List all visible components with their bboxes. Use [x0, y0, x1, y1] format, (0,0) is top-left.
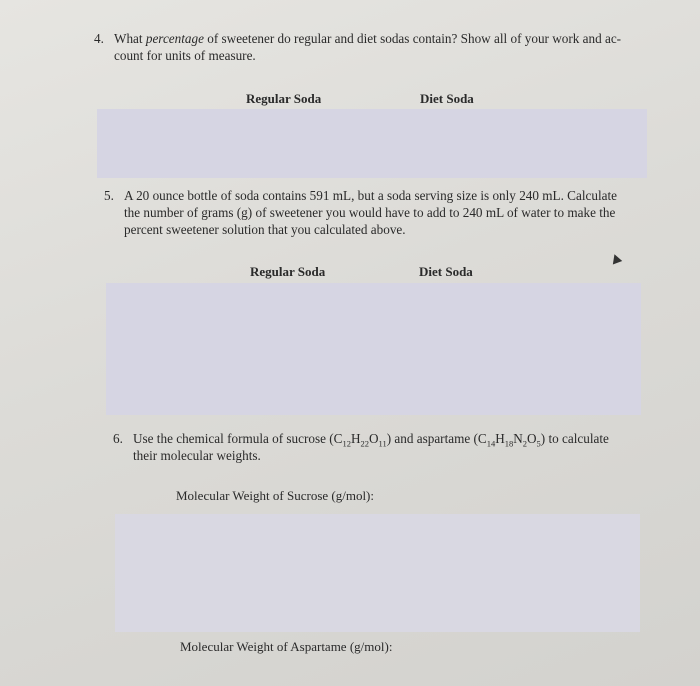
- answer-box-q4[interactable]: [97, 109, 647, 178]
- mw-label-sucrose: Molecular Weight of Sucrose (g/mol):: [176, 488, 375, 503]
- question-text: Use the chemical formula of sucrose (C: [133, 431, 343, 446]
- subscript: 14: [486, 438, 496, 449]
- question-text: their molecular weights.: [133, 448, 261, 463]
- answer-box-q5[interactable]: [106, 283, 641, 415]
- element-symbol: O: [527, 431, 537, 446]
- subscript: 11: [378, 438, 387, 449]
- question-5: [104, 187, 644, 238]
- column-label-regular: Regular Soda: [250, 264, 326, 279]
- subscript: 5: [536, 438, 541, 449]
- question-text: ) and aspartame (C: [386, 431, 487, 446]
- question-number: 5.: [104, 188, 114, 203]
- subscript: 18: [504, 438, 514, 449]
- question-text: ) to calculate: [540, 431, 609, 446]
- element-symbol: O: [369, 431, 379, 446]
- subscript: 2: [522, 438, 527, 449]
- question-4: [94, 30, 654, 64]
- question-text: the number of grams (g) of sweetener you would have to add to 240 mL of water to make the: [124, 205, 616, 220]
- column-label-diet: Diet Soda: [419, 264, 473, 279]
- subscript: 22: [360, 438, 369, 449]
- emphasis-text: percentage: [145, 31, 204, 46]
- question-text: What: [114, 31, 146, 46]
- question-number: 4.: [94, 31, 104, 46]
- subscript: 12: [342, 438, 351, 449]
- question-text: A 20 ounce bottle of soda contains 591 mL, but a soda serving size is only 240 mL. Calculate: [124, 188, 617, 203]
- question-text: count for units of measure.: [114, 48, 256, 63]
- question-number: 6.: [113, 431, 123, 446]
- question-text: percent sweetener solution that you calculated above.: [124, 222, 406, 237]
- mouse-pointer-icon: [610, 253, 622, 265]
- question-text: of sweetener do regular and diet sodas contain? Show all of your work and ac-: [203, 31, 622, 46]
- element-symbol: N: [513, 431, 523, 446]
- element-symbol: H: [350, 431, 361, 446]
- question-6: [113, 430, 643, 464]
- column-label-regular: Regular Soda: [246, 91, 322, 106]
- element-symbol: H: [495, 431, 505, 446]
- mw-label-aspartame: Molecular Weight of Aspartame (g/mol):: [180, 639, 393, 654]
- column-label-diet: Diet Soda: [420, 91, 474, 106]
- answer-box-sucrose[interactable]: [115, 514, 640, 632]
